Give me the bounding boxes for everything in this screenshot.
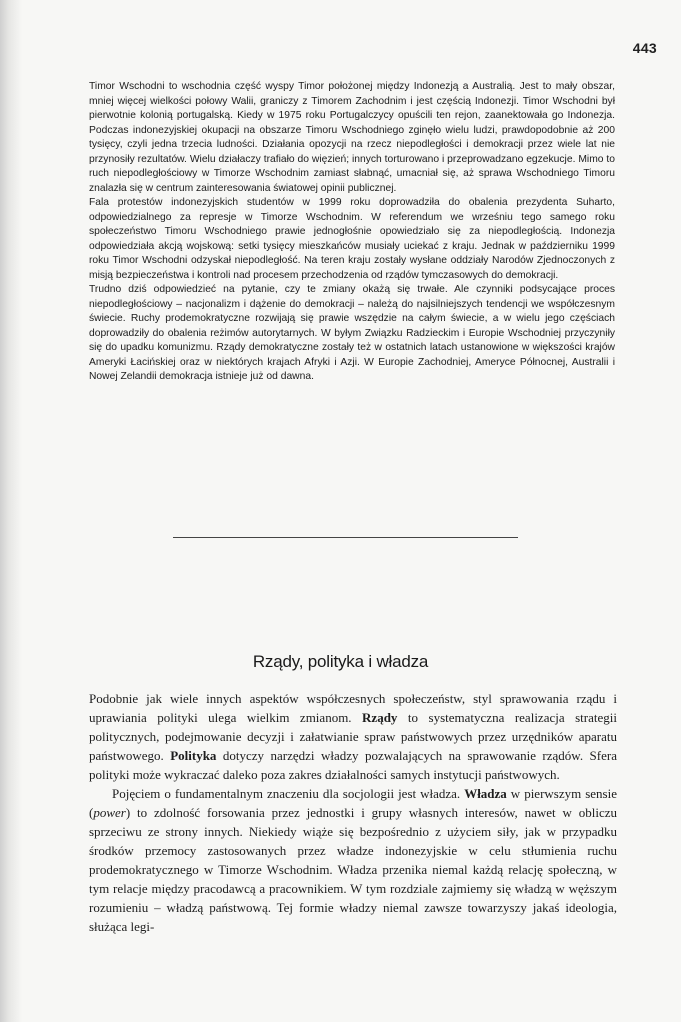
box-paragraph-2: Fala protestów indonezyjskich studentów w 1999 roku doprowadziła do obalenia prezydenta Suharto, odpowiedzialnego za represje w Timorze Wschodnim. W referendum we wrześniu tego samego roku społeczeństwo Timoru Wschodniego prawie jednogłośnie opowiedziało się za niepodległością. Indonezja odpowiedziała akcją wojskową: setki tysięcy mieszkańców musiały uciekać z kraju. Jednak w październiku 1999 roku Timor Wschodni odzyskał niepodległość. Na teren kraju zostały wysłane oddziały Narodów Zjednoczonych z misją bezpieczeństwa i kontroli nad procesem przechodzenia od rządów tymczasowych do demokracji. (89, 197, 615, 281)
text-run: to systematyczna realizacja strategii politycznych, podejmowanie decyzji i załatwianie spraw państwowych przez urzędników aparatu państwowego. (89, 710, 617, 763)
page-number: 443 (632, 40, 657, 56)
term-polityka: Polityka (170, 748, 217, 763)
body-paragraph-2 (89, 784, 617, 936)
box-paragraph-3: Trudno dziś odpowiedzieć na pytanie, czy te zmiany okażą się trwałe. Ale czynniki podsycające proces niepodległościowy – nacjonalizm i dążenie do demokracji – należą do najsilniejszych tendencji we współczesnym świecie. Ruchy prodemokratyczne rozwijają się prawie wszędzie na całym świecie, a w wielu jego częściach doprowadziły do obalenia reżimów autorytarnych. W byłym Związku Radzieckim i Europie Wschodniej przyczyniły się do upadku komunizmu. Rządy demokratyczne zostały też w ostatnich latach ustanowione w większości krajów Ameryki Łacińskiej oraz w niektórych krajach Afryki i Azji. W Europie Zachodniej, Ameryce Północnej, Australii i Nowej Zelandii demokracja istnieje już od dawna. (89, 284, 615, 382)
text-run: Podobnie jak wiele innych aspektów współczesnych społeczeństw, styl sprawowania rządu i uprawiania polityki ulega wielkim zmianom. (89, 691, 617, 725)
text-run: w pierwszym sensie ( (89, 786, 618, 820)
term-power: power (93, 805, 126, 820)
box-paragraph-1: Timor Wschodni to wschodnia część wyspy Timor położonej między Indonezją a Australią. Jest to mały obszar, mniej więcej wielkości połowy Walii, graniczy z Timorem Zachodnim i jest częścią Indonezji. Timor Wschodni był pierwotnie kolonią portugalską. Kiedy w 1975 roku Portugalczycy opuścili ten rejon, zaanektowała go Indonezja. Podczas indonezyjskiej okupacji na obszarze Timoru Wschodniego zginęło wielu ludzi, prawdopodobnie aż 200 tysięcy, czyli jedna trzecia ludności. Działania opozycji na rzecz niepodległości i demokracji przez wiele lat nie przynosiły rezultatów. Wielu działaczy trafiało do więzień; innych torturowano i przeprowadzano egzekucje. Mimo to ruch niepodległościowy w Timorze Wschodnim zamiast słabnąć, umacniał się, aż sprawa Wschodniego Timoru znalazła się w centrum zainteresowania światowej opinii publicznej. (89, 81, 615, 194)
text-run: Pojęciem o fundamentalnym znaczeniu dla socjologii jest władza. (112, 786, 465, 801)
binding-shadow (0, 0, 22, 1022)
term-wladza: Władza (464, 786, 507, 801)
section-divider (173, 537, 518, 538)
text-run: dotyczy narzędzi władzy pozwalających na sprawowanie rządów. Sfera polityki może wykraczać daleko poza zakres działalności samych instytucji państwowych. (89, 748, 617, 782)
term-rzady: Rządy (362, 710, 398, 725)
section-title: Rządy, polityka i władza (252, 652, 429, 671)
main-text (89, 689, 617, 936)
text-run: ) to zdolność forsowania przez jednostki i grupy własnych interesów, nawet w obliczu sprzeciwu ze strony innych. Niekiedy wiąże się bezpośrednio z użyciem siły, jak w przypadku środków przemocy zastosowanych przez władze indonezyjskie w celu stłumienia ruchu prodemokratycznego w Timorze Wschodnim. Władza przenika niemal każdą relację społeczną, w tym relacje między pracodawcą a pracownikiem. W tym rozdziale zajmiemy się władzą w węższym rozumieniu – władzą państwową. Tej formie władzy niemal zawsze towarzyszy jakaś ideologia, służąca legi- (89, 805, 617, 934)
case-study-box (89, 80, 615, 385)
body-paragraph-1 (89, 689, 617, 784)
